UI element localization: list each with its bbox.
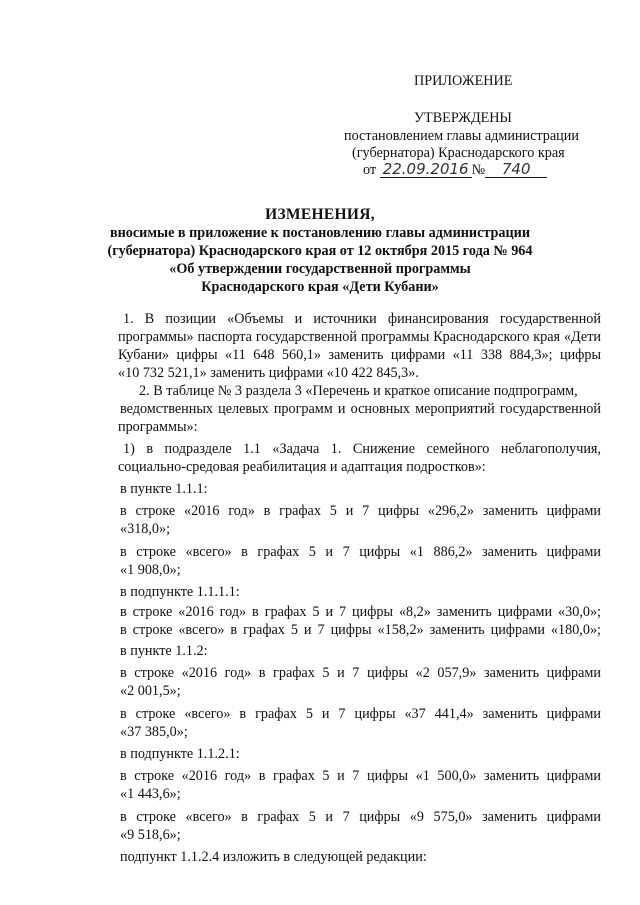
item-line: в строке «2016 год» в графах 5 и 7 цифры «2 057,9» заменить цифрами [120, 665, 601, 681]
item-line: в пункте 1.1.1: [120, 481, 208, 497]
item-line: «1 908,0»; [120, 562, 181, 578]
item-line: «37 385,0»; [120, 724, 188, 740]
approved-label: УТВЕРЖДЕНЫ [414, 110, 512, 126]
handwritten-number: 740 [485, 161, 547, 178]
title-line-3: «Об утверждении государственной программы [169, 261, 471, 277]
title-line-1: вносимые в приложение к постановлению главы администрации [109, 225, 531, 241]
title-line-2: (губернатора) Краснодарского края от 12 октября 2015 года № 964 [107, 243, 533, 259]
item-line: в пункте 1.1.2: [120, 643, 208, 659]
approved-by-line-2: (губернатора) Краснодарского края [352, 145, 565, 161]
handwritten-date: 22.09.2016 [380, 161, 472, 178]
item-line: в подпункте 1.1.1.1: [120, 584, 240, 600]
item-line: «2 001,5»; [120, 683, 181, 699]
paragraph-2-line-2: ведомственных целевых программ и основных мероприятий государственной [120, 401, 601, 417]
item-line: «9 518,6»; [120, 827, 181, 843]
paragraph-2-line-1: 2. В таблице № 3 раздела 3 «Перечень и краткое описание подпрограмм, [139, 383, 578, 399]
paragraph-3-line-1: 1) в подразделе 1.1 «Задача 1. Снижение семейного неблагополучия, [123, 441, 601, 457]
item-line: «318,0»; [120, 521, 171, 537]
item-line: в строке «2016 год» в графах 5 и 7 цифры «1 500,0» заменить цифрами [120, 768, 601, 784]
item-line: в строке «всего» в графах 5 и 7 цифры «9 575,0» заменить цифрами [120, 809, 601, 825]
paragraph-1-line-4: «10 732 521,1» заменить цифрами «10 422 845,3». [118, 365, 419, 381]
title-line-4: Краснодарского края «Дети Кубани» [201, 279, 439, 295]
item-line: в строке «2016 год» в графах 5 и 7 цифры «296,2» заменить цифрами [120, 503, 601, 519]
paragraph-1-line-1: 1. В позиции «Объемы и источники финансирования государственной [123, 311, 601, 327]
item-line: в строке «2016 год» в графах 5 и 7 цифры «8,2» заменить цифрами «30,0»; [120, 604, 601, 620]
item-line: в строке «всего» в графах 5 и 7 цифры «158,2» заменить цифрами «180,0»; [120, 622, 601, 638]
document-heading: ИЗМЕНЕНИЯ, [265, 206, 375, 223]
item-line: «1 443,6»; [120, 786, 181, 802]
paragraph-2-line-3: программы»: [118, 419, 198, 435]
approved-by-line-1: постановлением главы администрации [344, 128, 579, 144]
appendix-label: ПРИЛОЖЕНИЕ [414, 73, 513, 89]
item-line: в строке «всего» в графах 5 и 7 цифры «37 441,4» заменить цифрами [120, 706, 601, 722]
decree-date-number [363, 161, 547, 179]
paragraph-1-line-2: программы» паспорта государственной программы Краснодарского края «Дети [118, 329, 601, 345]
number-label: № [471, 162, 486, 178]
item-line: в строке «всего» в графах 5 и 7 цифры «1 886,2» заменить цифрами [120, 544, 601, 560]
from-label: от [363, 162, 377, 178]
item-line: в подпункте 1.1.2.1: [120, 746, 240, 762]
paragraph-3-line-2: социально-средовая реабилитация и адаптация подростков»: [118, 459, 486, 475]
item-line: подпункт 1.1.2.4 изложить в следующей редакции: [120, 849, 427, 865]
paragraph-1-line-3: Кубани» цифры «11 648 560,1» заменить цифрами «11 338 884,3»; цифры [118, 347, 601, 363]
